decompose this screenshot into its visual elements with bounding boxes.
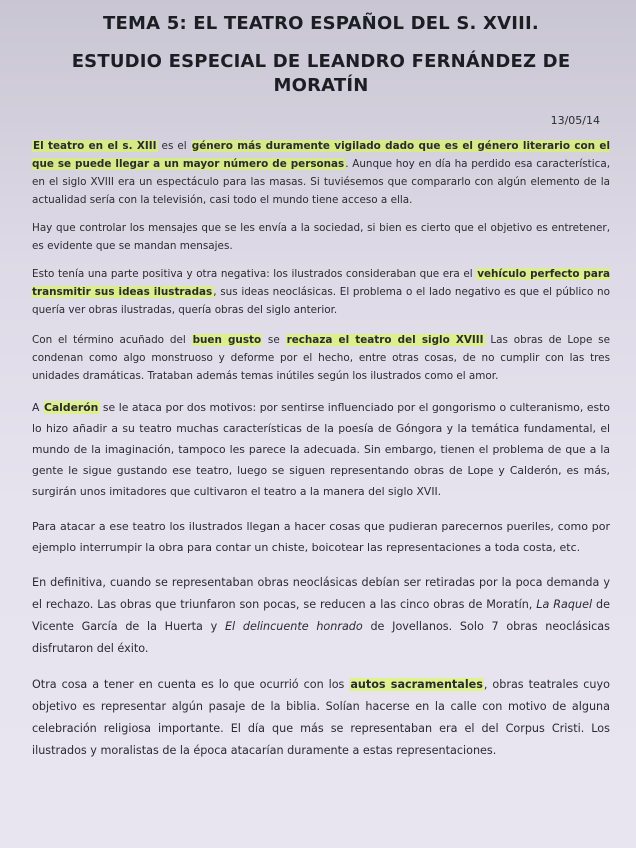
paragraph-1-highlight-1: El teatro en el s. XIII (33, 140, 157, 152)
paragraph-4-highlight-2: rechaza el teatro del siglo XVIII (286, 334, 484, 346)
paragraph-5-text-2: se le ataca por dos motivos: por sentirse influenciado por el gongorismo o culteranismo, esto lo hizo añadir a su teatro muchas características de la poesía de Góngora y la temática fundamental, el mundo de la imaginación, tampoco les parece la adecuada. Sin embargo, tienen el problema de que a la gente le sigue gustando ese teatro, luego se siguen representando obras de Lope y Calderón, es más, surgirán unos imitadores que cultivaron el teatro a la manera del siglo XVII. (32, 401, 610, 498)
paragraph-1 (32, 137, 610, 209)
paragraph-4-text-1: Con el término acuñado del (32, 334, 192, 346)
paragraph-8 (32, 674, 610, 762)
paragraph-8-text-1: Otra cosa a tener en cuenta es lo que ocurrió con los (32, 678, 350, 691)
paragraph-3 (32, 265, 610, 319)
paragraph-7-text-3: de Jovellanos. Solo 7 obras neoclásicas disfrutaron del éxito. (32, 620, 610, 655)
paragraph-5-text-1: A (32, 401, 43, 414)
paragraph-7-title-2: El delincuente honrado (224, 620, 363, 633)
paragraph-3-text-2: , sus ideas neoclásicas. El problema o el lado negativo es que el público no quería ver obras ilustradas, quería obras del siglo anterior. (32, 286, 610, 316)
paragraph-8-highlight: autos sacramentales (350, 678, 483, 691)
paragraph-7-text-1: En definitiva, cuando se representaban obras neoclásicas debían ser retiradas por la poca demanda y el rechazo. Las obras que triunfaron son pocas, se reducen a las cinco obras de Moratín, (32, 576, 610, 611)
paragraph-1-text-1: es el (157, 140, 191, 152)
paragraph-1-highlight-2: género más duramente vigilado dado que es el género literario con el que se puede llegar a un mayor número de personas (32, 140, 611, 170)
paragraph-5 (32, 397, 610, 502)
paragraph-4 (32, 331, 610, 385)
document-subtitle: ESTUDIO ESPECIAL DE LEANDRO FERNÁNDEZ DE MORATÍN (71, 51, 571, 96)
paragraph-3-highlight: vehículo perfecto para transmitir sus ideas ilustradas (32, 268, 610, 298)
document-title: TEMA 5: EL TEATRO ESPAÑOL DEL S. XVIII. (103, 13, 539, 34)
paragraph-7-title-1: La Raquel (536, 598, 593, 611)
paragraph-8-text-2: , obras teatrales cuyo objetivo es representar algún pasaje de la biblia. Solían hacerse en la calle con motivo de alguna celebración religiosa importante. El día que más se representaban era el del Corpus Cristi. Los ilustrados y moralistas de la época atacarían duramente a estas representaciones. (32, 678, 610, 757)
paragraph-4-text-2: se (262, 334, 286, 346)
paragraph-7-text-2: de Vicente García de la Huerta y (32, 598, 610, 633)
paragraph-3-text-1: Esto tenía una parte positiva y otra negativa: los ilustrados consideraban que era el (32, 268, 477, 280)
paragraph-2: Hay que controlar los mensajes que se les envía a la sociedad, si bien es cierto que el objetivo es entretener, es evidente que se mandan mensajes. (32, 222, 610, 252)
paragraph-6: Para atacar a ese teatro los ilustrados llegan a hacer cosas que pudieran parecernos pueriles, como por ejemplo interrumpir la obra para contar un chiste, boicotear las representaciones a toda costa, etc. (32, 520, 610, 554)
document-date: 13/05/14 (550, 114, 600, 127)
paragraph-4-highlight-1: buen gusto (192, 334, 262, 346)
paragraph-1-text-2: . Aunque hoy en día ha perdido esa característica, en el siglo XVIII era un espectáculo para las masas. Si tuviésemos que compararlo con algún elemento de la actualidad sería con la televisión, casi todo el mundo tiene acceso a ella. (32, 158, 611, 206)
paragraph-4-text-3: Las obras de Lope se condenan como algo monstruoso y deforme por el hecho, entre otras cosas, de no cumplir con las tres unidades dramáticas. Trataban además temas inútiles según los ilustrados como el amor. (32, 334, 610, 382)
paragraph-7 (32, 572, 610, 660)
paragraph-5-highlight: Calderón (43, 401, 99, 414)
